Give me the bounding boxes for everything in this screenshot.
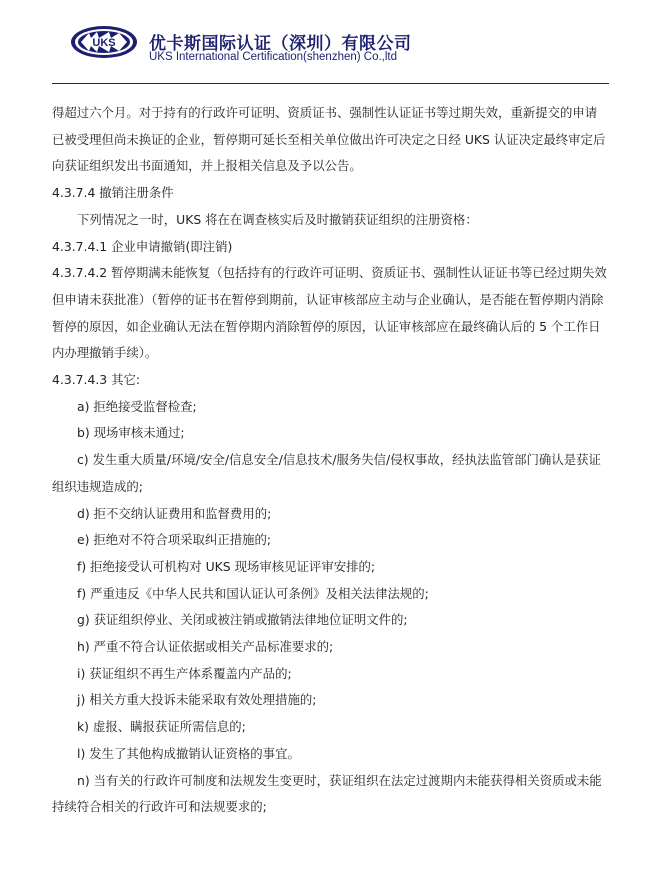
company-logo	[69, 24, 139, 60]
list-item: h) 严重不符合认证依据或相关产品标准要求的;	[77, 639, 334, 655]
company-name-cn: 优卡斯国际认证（深圳）有限公司	[149, 34, 412, 54]
section-heading: 4.3.7.4 撤销注册条件	[52, 185, 174, 201]
header-divider	[52, 83, 609, 84]
list-item: c) 发生重大质量/环境/安全/信息安全/信息技术/服务失信/侵权事故，经执法监管部门确认是获证组织违规造成的;	[52, 452, 601, 494]
list-item: e) 拒绝对不符合项采取纠正措施的;	[77, 532, 272, 548]
list-item: f) 拒绝接受认可机构对 UKS 现场审核见证评审安排的;	[77, 558, 376, 574]
clause: 4.3.7.4.1 企业申请撤销(即注销)	[52, 238, 233, 254]
list-item: d) 拒不交纳认证费用和监督费用的;	[77, 505, 272, 521]
paragraph: 下列情况之一时，UKS 将在在调查核实后及时撤销获证组织的注册资格：	[77, 211, 478, 227]
clause: 4.3.7.4.3 其它:	[52, 372, 141, 388]
list-item: n) 当有关的行政许可制度和法规发生变更时，获证组织在法定过渡期内未能获得相关资质或未能持续符合相关的行政许可和法规要求的;	[52, 772, 602, 815]
list-item: b) 现场审核未通过;	[77, 425, 185, 441]
document-body	[52, 100, 609, 821]
paragraph: 得超过六个月。对于持有的行政许可证明、资质证书、强制性认证证书等过期失效，重新提交的申请已被受理但尚未换证的企业，暂停期可延长至相关单位做出许可决定之日经 UKS 认证决定最终审定后向获证组织发出书面通知，并上报相关信息及予以公告。	[52, 105, 606, 174]
list-item: g) 获证组织停业、关闭或被注销或撤销法律地位证明文件的;	[77, 612, 408, 628]
list-item: j) 相关方重大投诉未能采取有效处理措施的;	[77, 692, 317, 708]
company-name-en: UKS International Certification(shenzhen) Co.,ltd	[149, 51, 398, 63]
list-item: k) 虚报、瞒报获证所需信息的;	[77, 719, 246, 735]
svg-text:UKS: UKS	[92, 37, 116, 49]
list-item: i) 获证组织不再生产体系覆盖内产品的;	[77, 665, 292, 681]
list-item: l) 发生了其他构成撤销认证资格的事宜。	[77, 745, 300, 761]
list-item: f) 严重违反《中华人民共和国认证认可条例》及相关法律法规的;	[77, 585, 429, 601]
list-item: a) 拒绝接受监督检查;	[77, 398, 197, 414]
page-header	[0, 0, 653, 100]
clause: 4.3.7.4.2 暂停期满未能恢复（包括持有的行政许可证明、资质证书、强制性认证证书等已经过期失效但申请未获批准）（暂停的证书在暂停到期前，认证审核部应主动与企业确认，是否能在暂停期内消除暂停的原因，如企业确认无法在暂停期内消除暂停的原因，认证审核部应在最终确认后的 5 个工作日内办理撤销手续）。	[52, 265, 607, 361]
